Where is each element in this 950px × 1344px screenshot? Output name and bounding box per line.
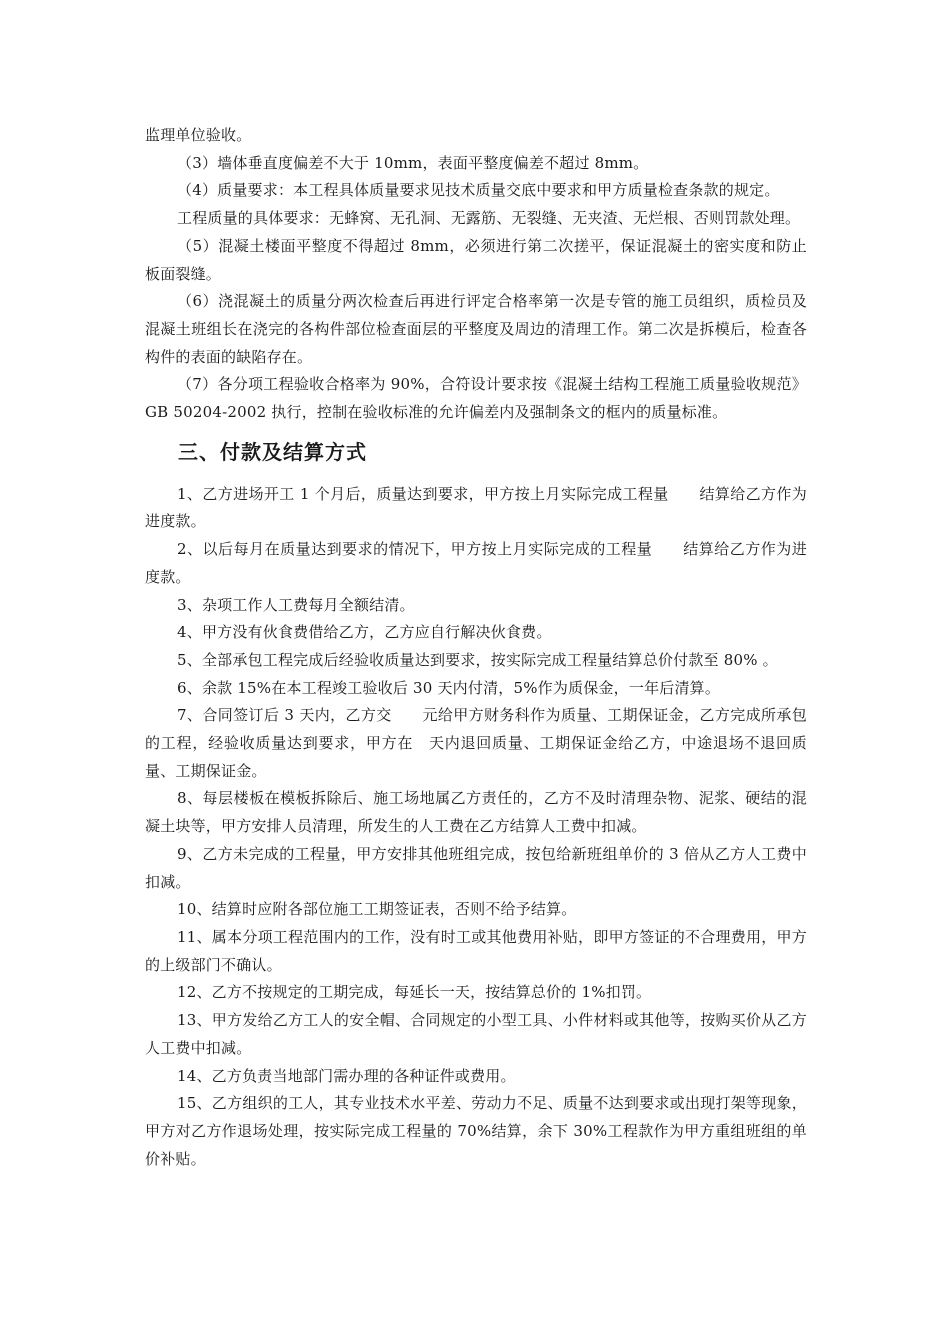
payment-item-4: 4、甲方没有伙食费借给乙方，乙方应自行解决伙食费。 [177, 623, 552, 642]
document-page [145, 122, 807, 1173]
payment-item-3: 3、杂项工作人工费每月全额结清。 [177, 595, 415, 614]
payment-item-5: 5、全部承包工程完成后经验收质量达到要求，按实际完成工程量结算总价付款至 80% 。 [177, 650, 778, 669]
payment-item-15: 15、乙方组织的工人，其专业技术水平差、劳动力不足、质量不达到要求或出现打架等现象，甲方对乙方作退场处理，按实际完成工程量的 70%结算，余下 30%工程款作为甲方重组班组的单价补贴。 [145, 1094, 807, 1168]
section-heading: 三、付款及结算方式 [178, 439, 367, 464]
paragraph-item-7: （7）各分项工程验收合格率为 90%，合符设计要求按《混凝土结构工程施工质量验收规范》GB 50204-2002 执行，控制在验收标准的允许偏差内及强制条文的框内的质量标准。 [145, 375, 807, 422]
payment-item-2: 2、以后每月在质量达到要求的情况下，甲方按上月实际完成的工程量 结算给乙方作为进度款。 [145, 540, 807, 586]
payment-item-12: 12、乙方不按规定的工期完成，每延长一天，按结算总价的 1%扣罚。 [177, 983, 652, 1002]
paragraph-quality-detail: 工程质量的具体要求：无蜂窝、无孔洞、无露筋、无裂缝、无夹渣、无烂根、否则罚款处理。 [177, 209, 801, 228]
payment-item-11: 11、属本分项工程范围内的工作，没有时工或其他费用补贴，即甲方签证的不合理费用，甲方的上级部门不确认。 [145, 927, 807, 974]
payment-item-14: 14、乙方负责当地部门需办理的各种证件或费用。 [177, 1066, 516, 1085]
payment-item-9: 9、乙方未完成的工程量，甲方安排其他班组完成，按包给新班组单价的 3 倍从乙方人工费中扣减。 [145, 844, 807, 891]
payment-item-10: 10、结算时应附各部位施工工期签证表，否则不给予结算。 [177, 900, 577, 919]
payment-item-6: 6、余款 15%在本工程竣工验收后 30 天内付清，5%作为质保金，一年后清算。 [177, 678, 721, 697]
payment-item-7: 7、合同签订后 3 天内，乙方交 元给甲方财务科作为质量、工期保证金，乙方完成所承包的工程，经验收质量达到要求，甲方在 天内退回质量、工期保证金给乙方，中途退场不退回质量、工期保证金。 [145, 706, 807, 780]
paragraph-item-4: （4）质量要求：本工程具体质量要求见技术质量交底中要求和甲方质量检查条款的规定。 [177, 181, 780, 200]
payment-item-1: 1、乙方进场开工 1 个月后，质量达到要求，甲方按上月实际完成工程量 结算给乙方作为进度款。 [145, 484, 807, 531]
payment-item-13: 13、甲方发给乙方工人的安全帽、合同规定的小型工具、小件材料或其他等，按购买价从乙方人工费中扣减。 [145, 1011, 807, 1057]
paragraph-item-6: （6）浇混凝土的质量分两次检查后再进行评定合格率第一次是专管的施工员组织，质检员及混凝土班组长在浇完的各构件部位检查面层的平整度及周边的清理工作。第二次是拆模后，检查各构件的表面的缺陷存在。 [145, 292, 807, 366]
payment-item-8: 8、每层楼板在模板拆除后、施工场地属乙方责任的，乙方不及时清理杂物、泥浆、硬结的混凝土块等，甲方安排人员清理，所发生的人工费在乙方结算人工费中扣减。 [145, 789, 807, 836]
paragraph-continuation: 监理单位验收。 [145, 126, 252, 144]
paragraph-item-3: （3）墙体垂直度偏差不大于 10mm，表面平整度偏差不超过 8mm。 [177, 153, 649, 172]
paragraph-item-5: （5）混凝土楼面平整度不得超过 8mm，必须进行第二次搓平，保证混凝土的密实度和防止板面裂缝。 [145, 236, 807, 283]
